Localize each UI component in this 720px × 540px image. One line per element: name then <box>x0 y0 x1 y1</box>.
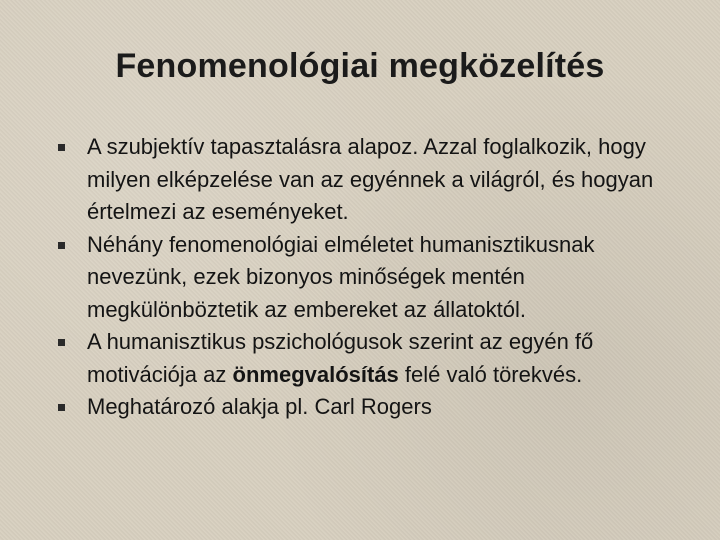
square-bullet-icon <box>58 242 65 249</box>
bullet-item <box>56 131 696 229</box>
bullet-text: A szubjektív tapasztalásra alapoz. Azzal foglalkozik, hogy milyen elképzelése van az egyénnek a világról, és hogyan értelmezi az eseményeket. <box>87 134 654 224</box>
bullet-list <box>56 131 696 424</box>
bullet-text-emphasis: önmegvalósítás <box>232 361 399 387</box>
square-bullet-icon <box>58 144 65 151</box>
slide-title: Fenomenológiai megközelítés <box>115 47 605 85</box>
square-bullet-icon <box>58 339 65 346</box>
bullet-text-after: felé való törekvés. <box>398 361 583 387</box>
bullet-item <box>56 391 696 424</box>
bullet-item <box>56 229 696 327</box>
bullet-text: Meghatározó alakja pl. Carl Rogers <box>87 394 432 419</box>
bullet-item <box>56 326 696 391</box>
bullet-text: Néhány fenomenológiai elméletet humanisztikusnak nevezünk, ezek bizonyos minőségek mentén megkülönböztetik az embereket az állatoktól. <box>87 231 595 322</box>
bullet-text-before: A humanisztikus pszichológusok szerint az egyén fő motivációja az <box>87 329 594 387</box>
square-bullet-icon <box>58 404 65 411</box>
